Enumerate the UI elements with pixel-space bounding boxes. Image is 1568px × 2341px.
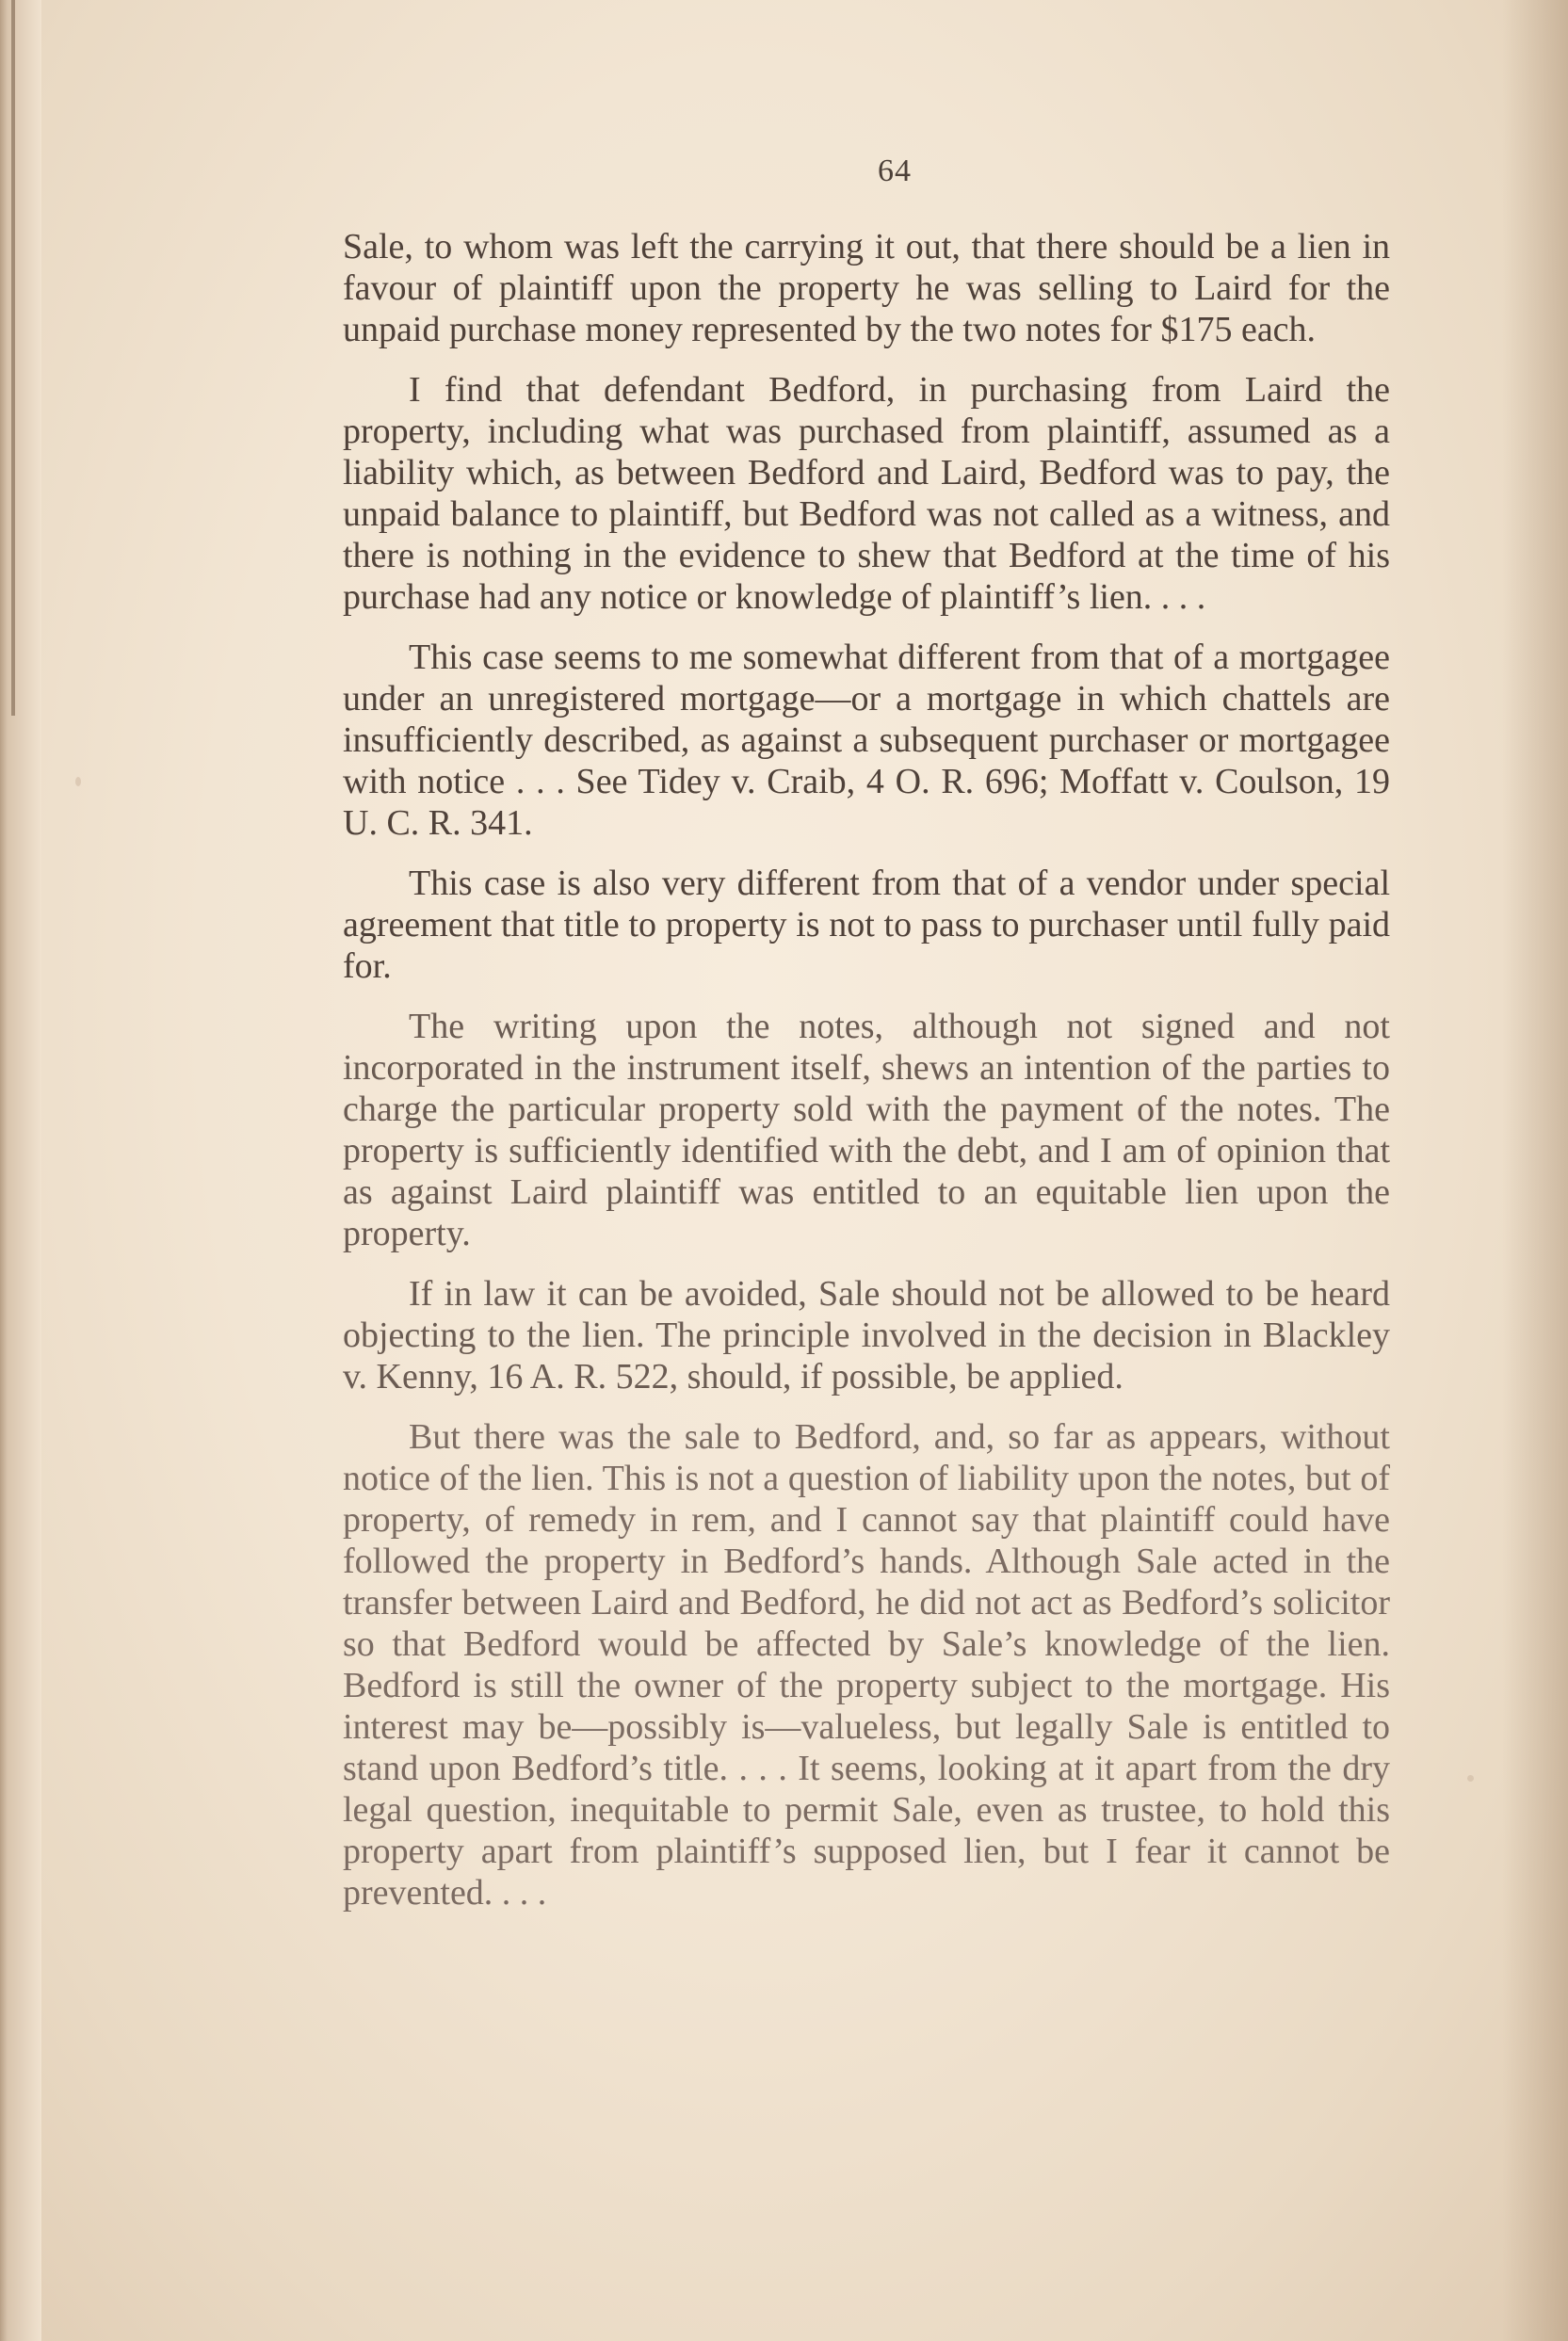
page-edge-shadow — [1502, 0, 1568, 2341]
paper-speck — [75, 777, 81, 786]
paragraph-4: This case is also very different from that of a vendor under special agreement that title to property is not to pass to purchaser until fully paid for. — [343, 864, 1390, 986]
paper-speck — [1467, 1775, 1474, 1782]
paragraph-5: The writing upon the notes, although not signed and not incorporated in the instrument itself, shews an intention of the parties to charge the particular property sold with the payment of the notes. The property is sufficiently identified with the debt, and I am of opinion that as against Laird plaintiff was entitled to an equitable lien upon the property. — [343, 1007, 1390, 1253]
paragraph-3: This case seems to me somewhat different from that of a mortgagee under an unregistered mortgage—or a mortgage in which chattels are insufficiently described, as against a subsequent purchaser or mortgagee with notice . . . See Tidey v. Craib, 4 O. R. 696; Moffatt v. Coulson, 19 U. C. R. 341. — [343, 638, 1390, 843]
paragraph-1: Sale, to whom was left the carrying it out, that there should be a lien in favour of plaintiff upon the property he was selling to Laird for the unpaid purchase money represented by the two notes for $175 each. — [343, 227, 1390, 349]
page-number: 64 — [878, 153, 912, 188]
paragraph-7: But there was the sale to Bedford, and, so far as appears, without notice of the lien. This is not a question of liability upon the notes, but of property, of remedy in rem, and I cannot say that plaintiff could have followed the property in Bedford’s hands. Although Sale acted in the transfer between Laird and Bedford, he did not act as Bedford’s solicitor so that Bedford would be affected by Sale’s knowledge of the lien. Bedford is still the owner of the property subject to the mortgage. His interest may be—possibly is—valueless, but legally Sale is entitled to stand upon Bedford’s title. . . . It seems, looking at it apart from the dry legal question, inequitable to permit Sale, even as trustee, to hold this property apart from plaintiff’s supposed lien, but I fear it cannot be prevented. . . . — [343, 1417, 1390, 1913]
body-text — [343, 226, 1390, 1932]
paragraph-2: I find that defendant Bedford, in purchasing from Laird the property, including what was purchased from plaintiff, assumed as a liability which, as between Bedford and Laird, Bedford was to pay, the unpaid balance to plaintiff, but Bedford was not called as a witness, and there is nothing in the evidence to shew that Bedford at the time of his purchase had any notice or knowledge of plaintiff’s lien. . . . — [343, 370, 1390, 617]
paragraph-6: If in law it can be avoided, Sale should not be allowed to be heard objecting to the lien. The principle involved in the decision in Blackley v. Kenny, 16 A. R. 522, should, if possible, be applied. — [343, 1274, 1390, 1397]
book-binding-edge — [0, 0, 41, 2341]
binding-crease — [11, 0, 15, 716]
